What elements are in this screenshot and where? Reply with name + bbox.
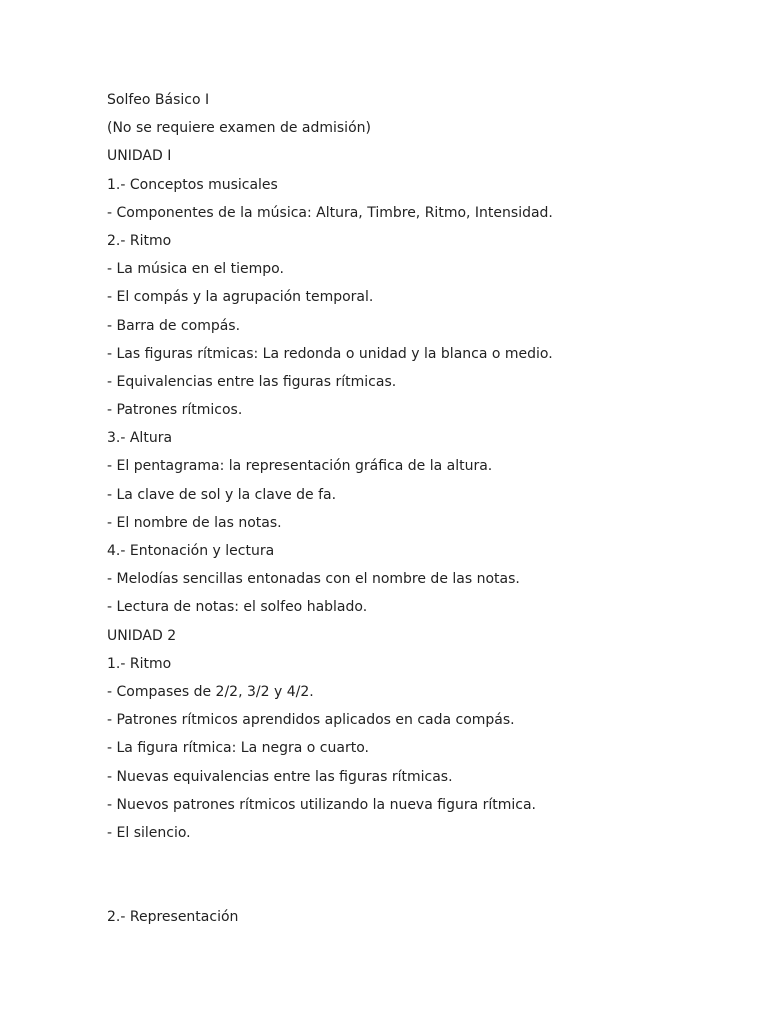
document-line: - Nuevas equivalencias entre las figuras rítmicas. [107, 768, 453, 785]
document-line: - Equivalencias entre las figuras rítmicas. [107, 373, 397, 390]
document-line: - Compases de 2/2, 3/2 y 4/2. [107, 683, 314, 700]
document-line: 3.- Altura [107, 430, 173, 447]
document-line: - El compás y la agrupación temporal. [107, 289, 374, 306]
document-body [107, 88, 727, 933]
document-line: 4.- Entonación y lectura [107, 543, 275, 559]
document-line: - Patrones rítmicos. [107, 402, 243, 419]
document-line: (No se requiere examen de admisión) [107, 120, 371, 137]
document-lines [107, 88, 727, 849]
document-line: - El pentagrama: la representación gráfica de la altura. [107, 458, 493, 475]
document-line: - Componentes de la música: Altura, Timbre, Ritmo, Intensidad. [107, 204, 553, 221]
document-line: 1.- Conceptos musicales [107, 176, 278, 193]
document-line: UNIDAD I [107, 148, 172, 165]
document-line: - La figura rítmica: La negra o cuarto. [107, 740, 369, 757]
document-line: 2.- Ritmo [107, 232, 172, 249]
document-line: Solfeo Básico I [107, 92, 210, 108]
document-line: - Lectura de notas: el solfeo hablado. [107, 599, 368, 616]
document-line: - La clave de sol y la clave de fa. [107, 486, 337, 503]
document-line: UNIDAD 2 [107, 627, 177, 644]
document-line: - Las figuras rítmicas: La redonda o unidad y la blanca o medio. [107, 345, 553, 362]
document-line: 1.- Ritmo [107, 655, 172, 672]
document-line: - La música en el tiempo. [107, 261, 284, 278]
section-heading: 2.- Representación [107, 909, 239, 926]
document-line: - Barra de compás. [107, 317, 241, 334]
document-line: - El silencio. [107, 824, 191, 841]
document-line: - Nuevos patrones rítmicos utilizando la nueva figura rítmica. [107, 796, 537, 813]
document-line: - Melodías sencillas entonadas con el nombre de las notas. [107, 571, 520, 588]
document-line: - Patrones rítmicos aprendidos aplicados en cada compás. [107, 712, 515, 729]
document-line: - El nombre de las notas. [107, 514, 282, 531]
blank-space [107, 849, 727, 905]
